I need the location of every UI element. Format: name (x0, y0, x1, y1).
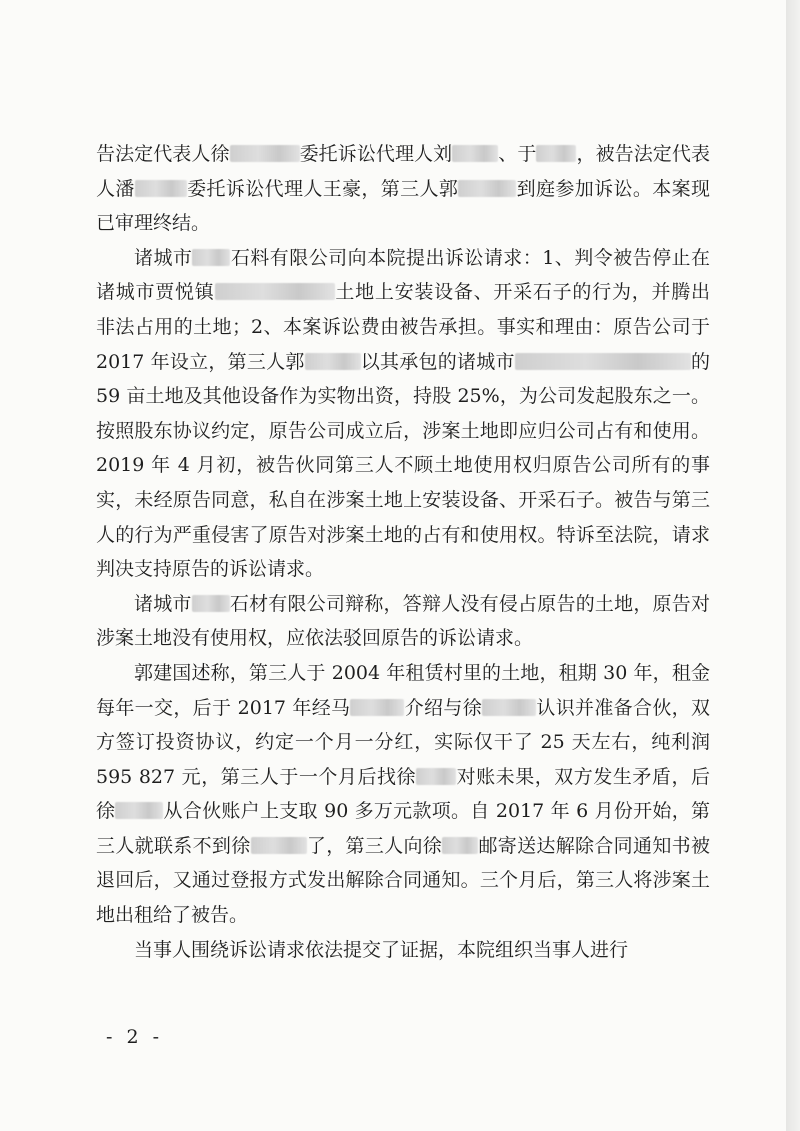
redaction-mark (350, 699, 404, 716)
text-run: 到庭参加诉讼。本案现已审理终结。 (96, 177, 710, 235)
text-run: 从合伙账户上支取 90 多万元款项。自 2017 年 6 月份开始，第三人就联系不到徐 (96, 800, 710, 857)
redaction-mark (135, 180, 187, 197)
redaction-mark (458, 180, 516, 197)
paragraph-1 (96, 137, 710, 241)
text-run: 、于 (498, 143, 537, 165)
text-run: 当事人围绕诉讼请求依法提交了证据，本院组织当事人进行 (134, 938, 629, 961)
text-run: 以其承包的诸城市 (360, 350, 515, 373)
redaction-mark (305, 353, 361, 370)
redaction-mark (482, 699, 536, 716)
next-page-edge (786, 0, 800, 1131)
redaction-mark (416, 768, 456, 785)
text-run: 告法定代表人徐 (96, 143, 230, 165)
paragraph-3 (96, 587, 710, 656)
text-run: 委托诉讼代理人王豪，第三人郭 (186, 177, 459, 200)
redaction-mark (192, 595, 230, 612)
text-run: 郭建国述称，第三人于 2004 年租赁村里的土地，租期 30 年，租金每年一交，后于 2017 年经马 (96, 661, 710, 719)
text-run: 介绍与徐 (404, 696, 483, 719)
redaction-mark (536, 145, 576, 162)
text-run: 土地上安装设备、开采石子的行为，并腾出非法占用的土地；2、本案诉讼费由被告承担。事实和理由：原告公司于 2017 年设立，第三人郭 (96, 281, 710, 373)
text-run: 认识并准备合伙，双方签订投资协议，约定一个月一分红，实际仅干了 25 天左右，纯利润 595 827 元，第三人于一个月后找徐 (96, 696, 710, 788)
text-run: 石料有限公司向本院提出诉讼请求：1、判令被告停止在诸城市贾悦镇 (96, 246, 710, 304)
redaction-mark (442, 837, 478, 854)
redaction-mark (251, 837, 307, 854)
text-run: 对账未果，双方发生矛盾，后徐 (96, 765, 710, 823)
redaction-mark (192, 249, 230, 266)
text-run: 诸城市 (134, 246, 193, 269)
redaction-mark (230, 145, 300, 162)
text-run: 了，第三人向徐 (306, 834, 443, 857)
redaction-mark (452, 145, 498, 162)
paragraph-2 (96, 241, 710, 587)
paragraph-4 (96, 656, 710, 933)
redaction-mark (215, 283, 335, 300)
text-run: 诸城市 (134, 592, 192, 615)
text-run: ，被告法定代表人潘 (96, 143, 710, 200)
paragraph-5 (96, 933, 710, 968)
redaction-mark (115, 802, 163, 819)
page-number: - 2 - (106, 1026, 164, 1048)
judgment-body (96, 137, 710, 967)
text-run: 邮寄送达解除合同通知书被退回后，又通过登报方式发出解除合同通知。三个月后，第三人将涉案土地出租给了被告。 (96, 834, 710, 927)
text-run: 的 59 亩土地及其他设备作为实物出资，持股 25%，为公司发起股东之一。按照股东协议约定，原告公司成立后，涉案土地即应归公司占有和使用。2019 年 4 月初，被告伙同第三人不顾土地使用权归原告公司所有的事实，未经原告同意，私自在涉案土地上安装设备、开采石子。被告与第三人的行为严重侵害了原告对涉案土地的占有和使用权。特诉至法院，请求判决支持原告的诉讼请求。 (96, 350, 710, 581)
text-run: 委托诉讼代理人刘 (299, 143, 453, 165)
redaction-mark (515, 353, 691, 370)
text-run: 石材有限公司辩称，答辩人没有侵占原告的土地，原告对涉案土地没有使用权，应依法驳回原告的诉讼请求。 (96, 592, 710, 650)
